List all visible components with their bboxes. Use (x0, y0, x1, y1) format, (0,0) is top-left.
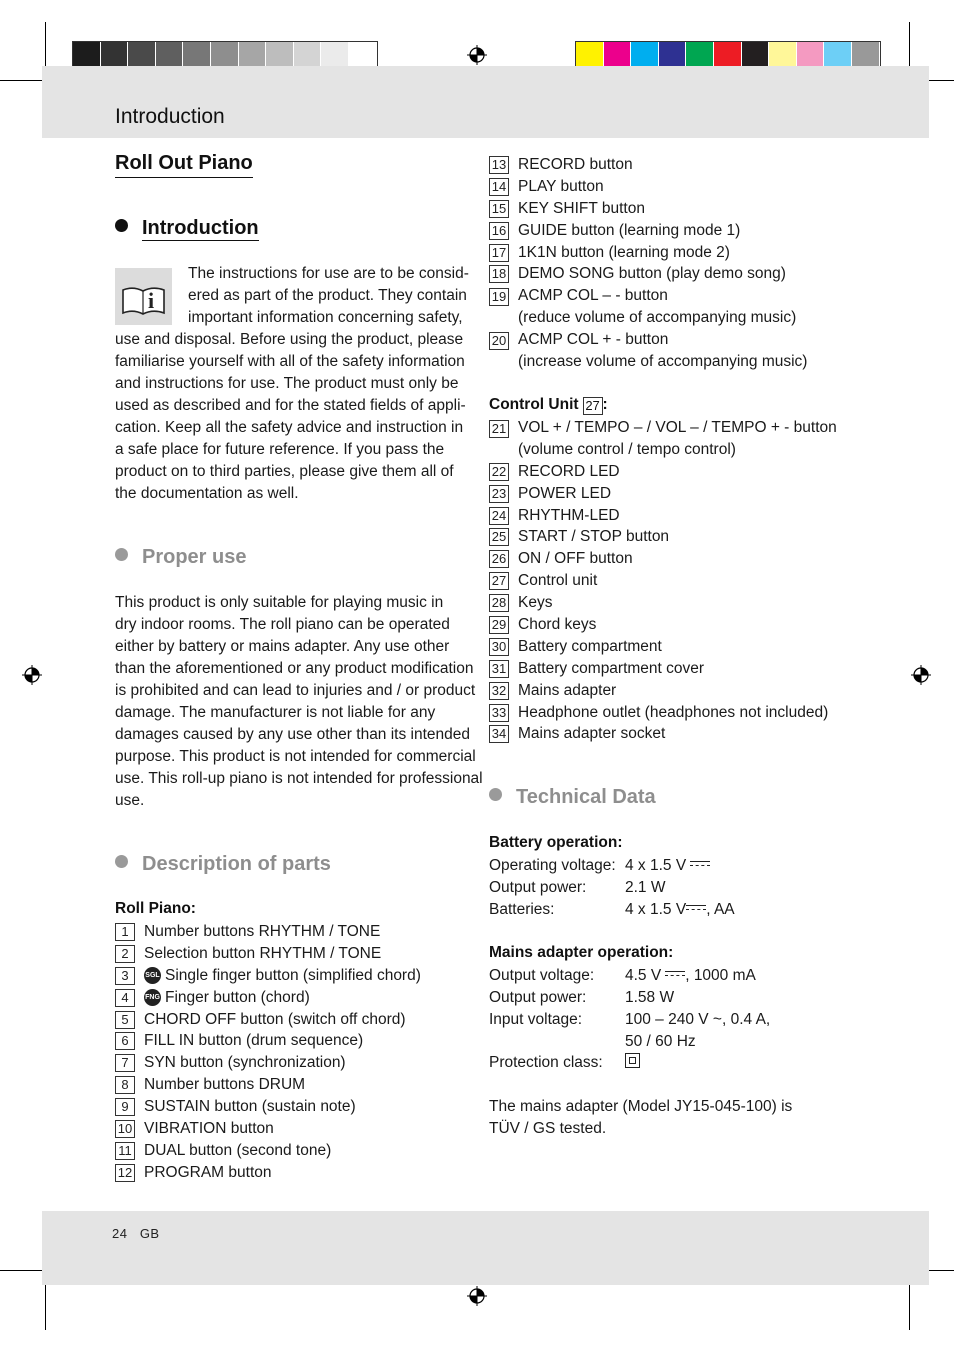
part-number-badge: 24 (489, 507, 509, 525)
part-number-badge: 18 (489, 265, 509, 283)
part-list-item (115, 1162, 421, 1184)
part-number-badge: 1 (115, 923, 135, 941)
part-label: Chord keys (518, 616, 597, 634)
output-power-row: Output power: 2.1 W (489, 879, 666, 896)
part-list-item (489, 658, 837, 680)
part-number-badge: 22 (489, 463, 509, 481)
paragraph-line: purpose. This product is not intended for commercial (115, 748, 476, 765)
part-label-detail: (reduce volume of accompanying music) (518, 309, 797, 327)
part-number-badge: 21 (489, 420, 509, 438)
part-label: SYN button (synchronization) (144, 1054, 346, 1072)
part-number-badge: 23 (489, 485, 509, 503)
part-number-badge: 28 (489, 594, 509, 612)
paragraph-line: either by battery or mains adapter. Any use other (115, 638, 450, 655)
part-list-item (115, 965, 421, 987)
dc-symbol-icon (690, 861, 710, 867)
part-list-item (489, 483, 837, 505)
part-list-item (489, 526, 837, 548)
registration-target-icon (467, 1286, 487, 1306)
part-list-item (489, 592, 837, 614)
part-label: Number buttons DRUM (144, 1076, 306, 1094)
input-voltage-row-2: 50 / 60 Hz (625, 1033, 696, 1050)
crop-mark (45, 22, 46, 70)
part-number-badge: 25 (489, 528, 509, 546)
section-heading-proper-use: Proper use (115, 546, 246, 569)
info-book-icon (115, 268, 172, 325)
part-list-item (115, 943, 421, 965)
part-label: Battery compartment (518, 637, 662, 655)
finger-mode-icon: SGL (144, 967, 161, 984)
part-number-badge: 3 (115, 967, 135, 985)
part-number-badge: 9 (115, 1098, 135, 1116)
part-label: 1K1N button (learning mode 2) (518, 243, 730, 261)
part-list-item (489, 417, 837, 461)
bullet-icon (489, 788, 502, 801)
part-number-badge: 12 (115, 1164, 135, 1182)
paragraph-line: damages caused by any use other than its intended (115, 726, 471, 743)
paragraph-line: is prohibited and can lead to injuries and / or product (115, 682, 476, 699)
part-label: PROGRAM button (144, 1163, 272, 1181)
part-label: PLAY button (518, 177, 604, 195)
dc-symbol-icon (665, 971, 685, 977)
part-list-item (489, 242, 807, 264)
part-number-badge: 2 (115, 945, 135, 963)
svg-text:i: i (148, 288, 155, 313)
part-label: VOL + / TEMPO – / VOL – / TEMPO + - button (518, 419, 837, 436)
paragraph-line: important information concerning safety, (188, 309, 463, 326)
part-label: ACMP COL – - button (518, 287, 668, 305)
paragraph-line: TÜV / GS tested. (489, 1120, 607, 1137)
part-list-item (115, 1052, 421, 1074)
part-list-item (489, 154, 807, 176)
mains-output-power-row: Output power: 1.58 W (489, 989, 675, 1006)
part-label: Finger button (chord) (165, 988, 310, 1006)
part-number-badge: 5 (115, 1011, 135, 1029)
paragraph-line: use. (115, 792, 145, 809)
roll-piano-label: Roll Piano: (115, 900, 196, 917)
page-footer (112, 1226, 160, 1241)
part-number-badge: 11 (115, 1142, 135, 1160)
registration-target-icon (22, 665, 42, 685)
part-label: Number buttons RHYTHM / TONE (144, 923, 381, 940)
part-label: Single finger button (simplified chord) (165, 966, 421, 984)
part-label: Control unit (518, 572, 598, 590)
output-voltage-row: Output voltage: 4.5 V , 1000 mA (489, 967, 756, 984)
part-label: RHYTHM-LED (518, 506, 620, 524)
part-number-badge: 20 (489, 332, 509, 350)
part-label: KEY SHIFT button (518, 199, 645, 217)
bullet-icon (115, 855, 128, 868)
part-label: START / STOP button (518, 528, 670, 546)
part-label: RECORD button (518, 156, 633, 173)
paragraph-line: This product is only suitable for playing music in (115, 594, 444, 611)
part-label: DUAL button (second tone) (144, 1141, 332, 1159)
part-list-item (115, 921, 421, 943)
language-code: GB (139, 1226, 160, 1241)
protection-class-ii-icon (625, 1053, 640, 1068)
dc-symbol-icon (686, 905, 706, 911)
paragraph-line: a safe place for future reference. If you pass the (115, 441, 445, 458)
part-label: ON / OFF button (518, 550, 633, 568)
control-unit-label: Control Unit 27 : (489, 396, 608, 413)
part-label: POWER LED (518, 484, 612, 502)
part-label: Selection button RHYTHM / TONE (144, 944, 382, 962)
part-list-item (489, 614, 837, 636)
crop-mark (0, 1270, 48, 1271)
part-list-item (489, 505, 837, 527)
part-label: Mains adapter (518, 681, 617, 699)
crop-mark (909, 1282, 910, 1330)
part-label: Battery compartment cover (518, 659, 705, 677)
bullet-icon (115, 219, 128, 232)
part-number-badge: 7 (115, 1054, 135, 1072)
paragraph-line: The instructions for use are to be consid- (188, 265, 469, 282)
paragraph-line: the documentation as well. (115, 485, 299, 502)
part-list-item (115, 1118, 421, 1140)
bullet-icon (115, 548, 128, 561)
part-label: Mains adapter socket (518, 725, 666, 743)
page-title: Introduction (115, 105, 225, 128)
part-number-badge: 15 (489, 200, 509, 218)
registration-target-icon (911, 665, 931, 685)
paragraph-line: use. This roll-up piano is not intended for professional (115, 770, 483, 787)
part-label: CHORD OFF button (switch off chord) (144, 1010, 406, 1028)
paragraph-line: and instructions for use. The product must only be (115, 375, 459, 392)
paragraph-line: The mains adapter (Model JY15-045-100) is (489, 1098, 793, 1115)
part-label-detail: (volume control / tempo control) (518, 440, 736, 458)
part-list-item (489, 176, 807, 198)
part-label: SUSTAIN button (sustain note) (144, 1098, 356, 1116)
part-list-item (489, 548, 837, 570)
part-number-badge: 19 (489, 288, 509, 306)
part-number-badge: 16 (489, 222, 509, 240)
section-heading-description-of-parts: Description of parts (115, 853, 331, 876)
part-list-item (489, 285, 807, 329)
paragraph-line: cation. Keep all the safety advice and instruction in (115, 419, 464, 436)
part-list-item (115, 1096, 421, 1118)
paragraph-line: than the aforementioned or any product modification (115, 660, 474, 677)
part-label: RECORD LED (518, 462, 620, 480)
battery-operation-label: Battery operation: (489, 834, 623, 851)
document-title: Roll Out Piano (115, 152, 253, 178)
part-list-item (489, 570, 837, 592)
part-list-item (489, 636, 837, 658)
part-number-badge: 27 (489, 572, 509, 590)
part-label: GUIDE button (learning mode 1) (518, 221, 741, 239)
paragraph-line: used as described and for the stated fields of appli- (115, 397, 466, 414)
part-number-badge: 26 (489, 550, 509, 568)
input-voltage-row: Input voltage: 100 – 240 V ~, 0.4 A, (489, 1011, 771, 1028)
finger-mode-icon: FNG (144, 989, 161, 1006)
part-number-badge: 14 (489, 178, 509, 196)
crop-mark (0, 80, 48, 81)
part-number-badge: 6 (115, 1032, 135, 1050)
part-list-item (115, 1140, 421, 1162)
footer-band (42, 1211, 929, 1285)
part-number-badge: 17 (489, 244, 509, 262)
part-number-badge: 8 (115, 1076, 135, 1094)
section-heading-technical-data: Technical Data (489, 786, 656, 809)
part-list-item (489, 680, 837, 702)
batteries-row: Batteries: 4 x 1.5 V , AA (489, 901, 735, 918)
part-list-item (489, 220, 807, 242)
protection-class-row: Protection class: (489, 1052, 640, 1074)
part-number-badge: 27 (583, 397, 603, 415)
part-label: DEMO SONG button (play demo song) (518, 265, 786, 283)
part-list-item (489, 329, 807, 373)
paragraph-line: damage. The manufacturer is not liable for any (115, 704, 436, 721)
part-label: Headphone outlet (headphones not included) (518, 703, 829, 721)
part-label-detail: (increase volume of accompanying music) (518, 353, 808, 371)
part-list-item (115, 1030, 421, 1052)
paragraph-line: ered as part of the product. They contain (188, 287, 467, 304)
roll-piano-parts-list (115, 921, 421, 1184)
part-list-item (489, 723, 837, 745)
part-number-badge: 33 (489, 704, 509, 722)
part-list-item (489, 198, 807, 220)
part-label: Keys (518, 594, 553, 612)
roll-piano-parts-list-continued (489, 154, 807, 373)
part-number-badge: 13 (489, 156, 509, 174)
part-number-badge: 4 (115, 989, 135, 1007)
part-number-badge: 34 (489, 725, 509, 743)
part-list-item (115, 1009, 421, 1031)
part-number-badge: 32 (489, 682, 509, 700)
control-unit-parts-list (489, 417, 837, 745)
page-number: 24 (112, 1226, 128, 1241)
section-heading-introduction: Introduction (115, 217, 259, 240)
part-number-badge: 30 (489, 638, 509, 656)
part-label: VIBRATION button (144, 1120, 274, 1138)
operating-voltage-row: Operating voltage: 4 x 1.5 V (489, 855, 710, 877)
paragraph-line: product on to third parties, please give them all of (115, 463, 454, 480)
part-label: FILL IN button (drum sequence) (144, 1032, 364, 1050)
part-number-badge: 29 (489, 616, 509, 634)
registration-target-icon (467, 45, 487, 65)
part-list-item (489, 461, 837, 483)
part-label: ACMP COL + - button (518, 331, 669, 349)
crop-mark (909, 22, 910, 70)
mains-adapter-operation-label: Mains adapter operation: (489, 944, 674, 961)
part-list-item (489, 702, 837, 724)
crop-mark (45, 1282, 46, 1330)
paragraph-line: familiarise yourself with all of the safety information (115, 353, 465, 370)
part-number-badge: 31 (489, 660, 509, 678)
part-list-item (115, 1074, 421, 1096)
paragraph-line: use and disposal. Before using the product, please (115, 331, 464, 348)
paragraph-line: dry indoor rooms. The roll piano can be operated (115, 616, 450, 633)
part-list-item (115, 987, 421, 1009)
part-number-badge: 10 (115, 1120, 135, 1138)
part-list-item (489, 263, 807, 285)
